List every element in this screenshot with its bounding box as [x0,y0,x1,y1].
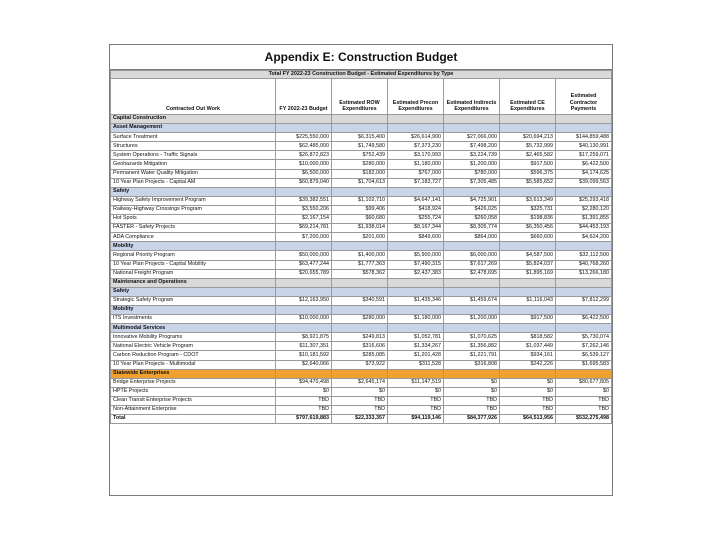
row-label: Innovative Mobility Programs [111,333,276,342]
value-cell: $84,377,926 [444,415,500,424]
value-cell: $225,550,000 [276,133,332,142]
value-cell: $780,000 [444,169,500,178]
value-cell: $532,275,498 [556,415,612,424]
value-cell: $1,400,000 [332,251,388,260]
table-row [111,269,612,278]
value-cell: $7,200,000 [276,233,332,242]
table-row [111,160,612,169]
value-cell: TBD [444,406,500,415]
value-cell: $767,000 [388,169,444,178]
empty-cell [388,278,444,287]
table-row [111,224,612,233]
total-row [111,415,612,424]
value-cell: $1,201,428 [388,351,444,360]
table-row [111,396,612,405]
section-label: Safety [111,287,276,296]
enterprise-row [111,369,612,378]
value-cell: $2,645,174 [332,378,388,387]
value-cell: $797,619,883 [276,415,332,424]
value-cell: $0 [500,387,556,396]
row-label: Geohazards Mitigation [111,160,276,169]
empty-cell [388,287,444,296]
value-cell: $60,879,040 [276,178,332,187]
header-cell: Estimated Indirects Expenditures [444,79,500,115]
value-cell: $1,116,043 [500,296,556,305]
empty-cell [500,187,556,196]
empty-cell [332,278,388,287]
value-cell: $17,259,071 [556,151,612,160]
row-label: 10 Year Plan Projects - Capital Mobility [111,260,276,269]
row-label: Structures [111,142,276,151]
value-cell: $0 [276,387,332,396]
value-cell: $426,025 [444,205,500,214]
row-label: Surface Treatment [111,133,276,142]
value-cell: $752,439 [332,151,388,160]
table-row [111,205,612,214]
empty-cell [444,124,500,133]
value-cell: $660,600 [500,233,556,242]
value-cell: $0 [388,387,444,396]
value-cell: $3,613,349 [500,196,556,205]
value-cell: $0 [332,387,388,396]
value-cell: $94,470,498 [276,378,332,387]
value-cell: $2,640,066 [276,360,332,369]
value-cell: $73,922 [332,360,388,369]
header-cell: Estimated Precon Expenditures [388,79,444,115]
value-cell: $6,315,400 [332,133,388,142]
empty-cell [556,242,612,251]
section-row [111,124,612,133]
value-cell: $1,435,346 [388,296,444,305]
value-cell: $5,730,074 [556,333,612,342]
section-label: Asset Management [111,124,276,133]
row-label: Carbon Reduction Program - CDOT [111,351,276,360]
table-subtitle: Total FY 2022-23 Construction Budget - Estimated Expenditures by Type [111,71,612,79]
table-row [111,196,612,205]
value-cell: $5,824,037 [500,260,556,269]
table-row [111,233,612,242]
row-label: 10 Year Plan Projects - Capital AM [111,178,276,187]
table-row [111,142,612,151]
value-cell: $249,813 [332,333,388,342]
table-row [111,133,612,142]
empty-cell [556,287,612,296]
empty-cell [444,278,500,287]
section-label: Mobility [111,305,276,314]
empty-cell [276,124,332,133]
table-row [111,151,612,160]
header-cell: Contracted Out Work [111,79,276,115]
value-cell: $10,000,000 [276,160,332,169]
empty-cell [332,242,388,251]
empty-cell [556,278,612,287]
value-cell: $62,485,000 [276,142,332,151]
value-cell: $4,624,200 [556,233,612,242]
row-label: Non-Attainment Enterprise [111,406,276,415]
value-cell: $934,161 [500,351,556,360]
value-cell: TBD [444,396,500,405]
empty-cell [276,242,332,251]
value-cell: $63,477,244 [276,260,332,269]
value-cell: $0 [444,378,500,387]
value-cell: TBD [388,396,444,405]
value-cell: $99,406 [332,205,388,214]
table-row [111,378,612,387]
empty-cell [276,115,332,124]
empty-cell [500,124,556,133]
empty-cell [500,115,556,124]
empty-cell [276,187,332,196]
row-label: Total [111,415,276,424]
empty-cell [556,115,612,124]
row-label: Strategic Safety Program [111,296,276,305]
value-cell: $316,808 [444,360,500,369]
value-cell: $3,170,993 [388,151,444,160]
table-row [111,169,612,178]
value-cell: $1,938,014 [332,224,388,233]
empty-cell [332,305,388,314]
empty-cell [444,305,500,314]
section-label: Statewide Enterprises [111,369,276,378]
empty-cell [332,124,388,133]
value-cell: $1,356,882 [444,342,500,351]
value-cell: TBD [556,396,612,405]
empty-cell [556,124,612,133]
value-cell: $94,119,146 [388,415,444,424]
value-cell: $0 [556,387,612,396]
value-cell: $1,334,267 [388,342,444,351]
empty-cell [444,287,500,296]
row-label: ADA Compliance [111,233,276,242]
header-cell: Estimated Contractor Payments [556,79,612,115]
value-cell: $40,768,260 [556,260,612,269]
budget-table [110,70,612,424]
value-cell: $316,606 [332,342,388,351]
empty-cell [500,287,556,296]
value-cell: $182,000 [332,169,388,178]
value-cell: TBD [556,406,612,415]
section-row [111,324,612,333]
section-row [111,242,612,251]
value-cell: $50,000,000 [276,251,332,260]
value-cell: $11,307,351 [276,342,332,351]
value-cell: $1,704,613 [332,178,388,187]
value-cell: $6,422,500 [556,160,612,169]
value-cell: $1,180,000 [388,160,444,169]
value-cell: $69,214,781 [276,224,332,233]
empty-cell [332,324,388,333]
empty-cell [332,287,388,296]
value-cell: $64,513,956 [500,415,556,424]
value-cell: $12,163,950 [276,296,332,305]
value-cell: $1,777,363 [332,260,388,269]
value-cell: $7,498,200 [444,142,500,151]
section-row [111,305,612,314]
empty-cell [388,124,444,133]
value-cell: $1,200,000 [444,315,500,324]
value-cell: $7,305,485 [444,178,500,187]
row-label: HPTE Projects [111,387,276,396]
table-row [111,360,612,369]
value-cell: $1,102,710 [332,196,388,205]
row-label: Highway Safety Improvement Program [111,196,276,205]
value-cell: $864,000 [444,233,500,242]
value-cell: $1,895,169 [500,269,556,278]
value-cell: $4,587,500 [500,251,556,260]
section-row [111,287,612,296]
budget-sheet [109,44,613,496]
header-cell: Estimated CE Expenditures [500,79,556,115]
empty-cell [332,187,388,196]
empty-cell [444,187,500,196]
table-row [111,251,612,260]
value-cell: $255,724 [388,215,444,224]
value-cell: TBD [332,406,388,415]
empty-cell [388,115,444,124]
value-cell: $3,224,739 [444,151,500,160]
empty-cell [332,369,388,378]
row-label: FASTER - Safety Projects [111,224,276,233]
value-cell: $20,694,213 [500,133,556,142]
value-cell: $4,174,625 [556,169,612,178]
row-label: Regional Priority Program [111,251,276,260]
value-cell: $1,221,791 [444,351,500,360]
value-cell: $26,872,823 [276,151,332,160]
table-row [111,215,612,224]
value-cell: $1,070,625 [444,333,500,342]
value-cell: $80,677,805 [556,378,612,387]
table-row [111,178,612,187]
empty-cell [276,287,332,296]
sheet-title: Appendix E: Construction Budget [110,45,612,70]
value-cell: $6,350,456 [500,224,556,233]
value-cell: $6,500,000 [276,169,332,178]
value-cell: $280,000 [332,315,388,324]
value-cell: $27,066,000 [444,133,500,142]
empty-cell [444,369,500,378]
value-cell: TBD [332,396,388,405]
value-cell: $1,459,674 [444,296,500,305]
row-label: ITS Investments [111,315,276,324]
row-label: Clean Transit Enterprise Projects [111,396,276,405]
section-label: Multimodal Services [111,324,276,333]
value-cell: $1,200,000 [444,160,500,169]
empty-cell [444,115,500,124]
empty-cell [500,324,556,333]
row-label: Railway-Highway Crossings Program [111,205,276,214]
value-cell: $7,373,230 [388,142,444,151]
value-cell: $6,000,000 [444,251,500,260]
value-cell: TBD [276,406,332,415]
value-cell: $7,617,269 [444,260,500,269]
value-cell: $1,052,781 [388,333,444,342]
value-cell: $5,900,000 [388,251,444,260]
section-label: Safety [111,187,276,196]
empty-cell [388,187,444,196]
value-cell: $1,037,449 [500,342,556,351]
value-cell: $596,375 [500,169,556,178]
value-cell: $7,262,146 [556,342,612,351]
value-cell: $849,600 [388,233,444,242]
value-cell: $5,732,999 [500,142,556,151]
value-cell: $280,000 [332,160,388,169]
value-cell: $22,333,357 [332,415,388,424]
value-cell: $311,528 [388,360,444,369]
row-label: National Electric Vehicle Program [111,342,276,351]
value-cell: $2,437,383 [388,269,444,278]
row-label: National Freight Program [111,269,276,278]
table-row [111,333,612,342]
empty-cell [388,324,444,333]
table-row [111,406,612,415]
value-cell: $25,293,418 [556,196,612,205]
category-row [111,278,612,287]
value-cell: $1,749,580 [332,142,388,151]
section-label: Mobility [111,242,276,251]
empty-cell [388,369,444,378]
value-cell: $242,226 [500,360,556,369]
value-cell: $44,453,193 [556,224,612,233]
value-cell: $5,585,652 [500,178,556,187]
empty-cell [444,324,500,333]
value-cell: $285,085 [332,351,388,360]
row-label: Bridge Enterprise Projects [111,378,276,387]
table-row [111,387,612,396]
value-cell: $260,058 [444,215,500,224]
value-cell: $7,490,315 [388,260,444,269]
value-cell: $818,582 [500,333,556,342]
empty-cell [500,278,556,287]
value-cell: TBD [388,406,444,415]
value-cell: $198,836 [500,215,556,224]
section-row [111,187,612,196]
value-cell: $1,391,855 [556,215,612,224]
value-cell: $39,382,551 [276,196,332,205]
value-cell: $4,647,141 [388,196,444,205]
value-cell: $1,180,000 [388,315,444,324]
empty-cell [556,324,612,333]
empty-cell [276,324,332,333]
value-cell: $1,695,583 [556,360,612,369]
value-cell: $6,422,500 [556,315,612,324]
empty-cell [500,242,556,251]
value-cell: $2,280,120 [556,205,612,214]
value-cell: $32,112,500 [556,251,612,260]
empty-cell [500,305,556,314]
value-cell: TBD [500,396,556,405]
value-cell: $917,500 [500,315,556,324]
header-cell: FY 2022-23 Budget [276,79,332,115]
value-cell: $60,680 [332,215,388,224]
value-cell: $2,465,582 [500,151,556,160]
value-cell: $144,859,488 [556,133,612,142]
empty-cell [276,369,332,378]
value-cell: $2,167,154 [276,215,332,224]
table-row [111,315,612,324]
value-cell: $325,731 [500,205,556,214]
value-cell: $578,362 [332,269,388,278]
value-cell: $4,725,901 [444,196,500,205]
table-row [111,351,612,360]
table-row [111,260,612,269]
section-label: Maintenance and Operations [111,278,276,287]
value-cell: $6,539,127 [556,351,612,360]
value-cell: $418,924 [388,205,444,214]
empty-cell [556,305,612,314]
empty-cell [276,278,332,287]
empty-cell [332,115,388,124]
table-subtitle-row [111,71,612,79]
header-row [111,79,612,115]
value-cell: $201,600 [332,233,388,242]
value-cell: $13,266,180 [556,269,612,278]
value-cell: TBD [276,396,332,405]
value-cell: $39,099,563 [556,178,612,187]
value-cell: $3,550,206 [276,205,332,214]
empty-cell [388,242,444,251]
value-cell: $8,305,774 [444,224,500,233]
empty-cell [556,187,612,196]
value-cell: $0 [444,387,500,396]
value-cell: $8,921,875 [276,333,332,342]
value-cell: $8,167,344 [388,224,444,233]
empty-cell [276,305,332,314]
row-label: Hot Spots [111,215,276,224]
value-cell: $7,812,299 [556,296,612,305]
row-label: 10 Year Plan Projects - Multimodal [111,360,276,369]
empty-cell [500,369,556,378]
value-cell: $11,147,519 [388,378,444,387]
header-cell: Estimated ROW Expenditures [332,79,388,115]
value-cell: $40,130,991 [556,142,612,151]
row-label: System Operations - Traffic Signals [111,151,276,160]
empty-cell [556,369,612,378]
value-cell: $340,591 [332,296,388,305]
table-row [111,296,612,305]
value-cell: $7,183,727 [388,178,444,187]
value-cell: $20,655,789 [276,269,332,278]
empty-cell [388,305,444,314]
category-row [111,115,612,124]
value-cell: $10,000,000 [276,315,332,324]
row-label: Permanent Water Quality Mitigation [111,169,276,178]
value-cell: $26,614,900 [388,133,444,142]
value-cell: $0 [500,378,556,387]
value-cell: TBD [500,406,556,415]
value-cell: $2,478,695 [444,269,500,278]
value-cell: $10,181,592 [276,351,332,360]
section-label: Capital Construction [111,115,276,124]
value-cell: $917,500 [500,160,556,169]
empty-cell [444,242,500,251]
table-row [111,342,612,351]
